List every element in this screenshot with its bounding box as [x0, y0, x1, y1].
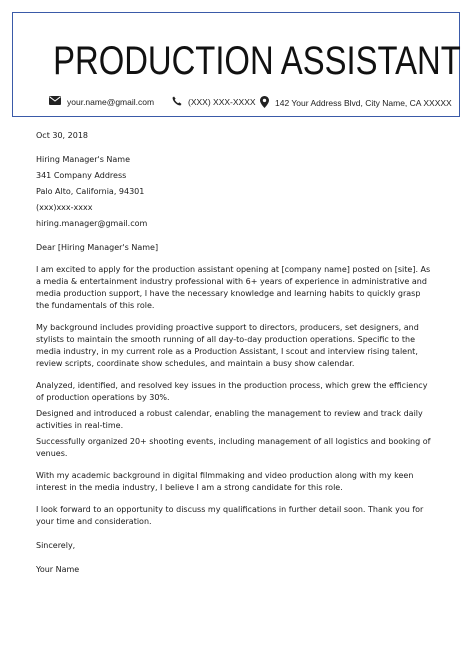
contact-address — [260, 96, 452, 110]
location-pin-icon — [260, 96, 275, 110]
header-box — [12, 12, 460, 117]
signature-name: Your Name — [36, 565, 80, 574]
recipient-company-address: 341 Company Address — [36, 171, 127, 180]
closing-salutation: Sincerely, — [36, 541, 76, 550]
email-text: your.name@gmail.com — [67, 96, 155, 107]
achievement-item: Analyzed, identified, and resolved key issues in the production process, which grew the efficiency of production operations by 30%. — [36, 381, 428, 402]
achievement-item: Designed and introduced a robust calendar, enabling the management to review and track daily activities in real-time. — [36, 409, 423, 430]
recipient-city: Palo Alto, California, 94301 — [36, 187, 145, 196]
paragraph-closing: I look forward to an opportunity to discuss my qualifications in further detail soon. Thank you for your time and consideration. — [36, 505, 424, 526]
letter-body — [36, 130, 436, 576]
salutation: Dear [Hiring Manager's Name] — [36, 243, 159, 252]
letter-date: Oct 30, 2018 — [36, 131, 88, 140]
job-title: PRODUCTION ASSISTANT — [53, 39, 461, 83]
contact-bar — [13, 96, 459, 112]
recipient-name: Hiring Manager's Name — [36, 155, 131, 164]
paragraph-background: My background includes providing proactive support to directors, producers, set designers, and stylists to maintain the smooth running of all day-to-day production operations. Specific to the media industry, in my current role as a Production Assistant, I scout and interview rising talent, review scripts, coordinate show schedules, and maintain a busy show calendar. — [36, 323, 419, 368]
contact-email — [49, 96, 154, 107]
achievement-item: Successfully organized 20+ shooting events, including management of all logistics and booking of venues. — [36, 437, 431, 458]
envelope-icon — [49, 96, 67, 107]
paragraph-academic: With my academic background in digital filmmaking and video production along with my keen interest in the media industry, I believe I am a strong candidate for this role. — [36, 471, 414, 492]
address-text: 142 Your Address Blvd, City Name, CA XXXXX — [275, 98, 452, 108]
recipient-phone: (xxx)xxx-xxxx — [36, 203, 93, 212]
paragraph-intro: I am excited to apply for the production assistant opening at [company name] posted on [site]. As a media & entertainment industry professional with 6+ years of experience in administrative and media production support, I have the necessary knowledge and learning habits to quickly grasp the fundamentals of this role. — [36, 265, 431, 310]
phone-text: (XXX) XXX-XXXX — [188, 97, 256, 107]
recipient-email: hiring.manager@gmail.com — [36, 219, 148, 228]
contact-phone — [172, 96, 256, 108]
phone-icon — [172, 96, 188, 108]
